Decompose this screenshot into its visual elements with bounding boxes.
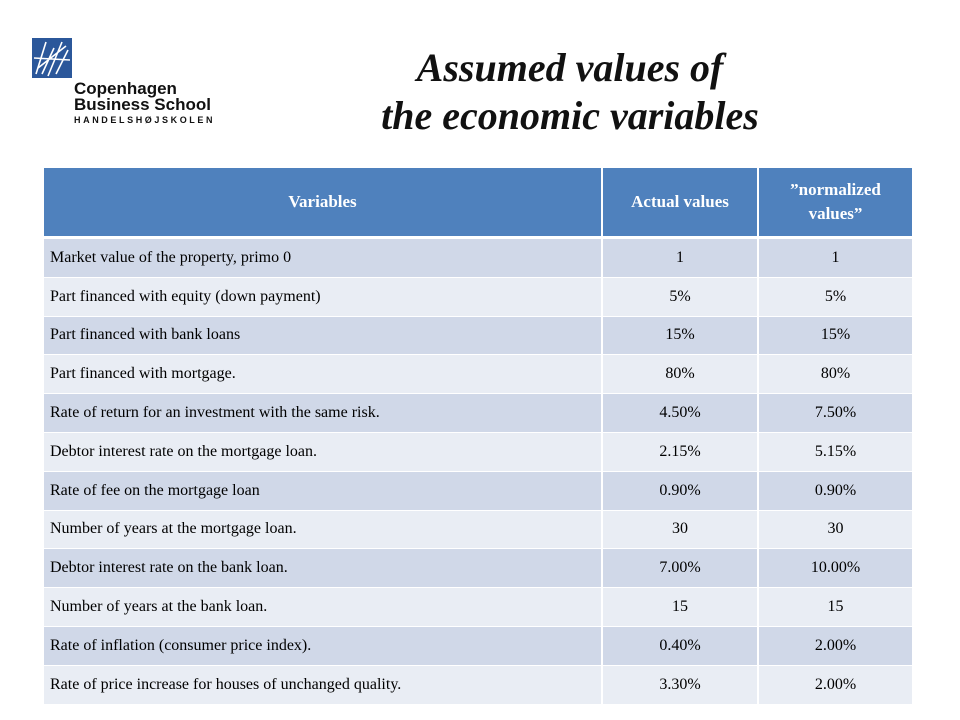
table-row <box>44 277 912 316</box>
cell-variable: Rate of inflation (consumer price index). <box>44 626 602 665</box>
table-row <box>44 316 912 355</box>
cell-variable: Rate of fee on the mortgage loan <box>44 471 602 510</box>
cell-variable: Number of years at the bank loan. <box>44 588 602 627</box>
cell-variable: Part financed with equity (down payment) <box>44 277 602 316</box>
cell-actual-value: 80% <box>602 355 758 394</box>
table-row <box>44 355 912 394</box>
cell-variable: Rate of price increase for houses of unchanged quality. <box>44 665 602 704</box>
cell-actual-value: 5% <box>602 277 758 316</box>
cell-actual-value: 0.40% <box>602 626 758 665</box>
slide-title <box>300 44 840 140</box>
slide-title-line-1: Assumed values of <box>416 45 724 90</box>
logo-text-business-school: Business School <box>74 95 211 114</box>
cell-actual-value: 1 <box>602 238 758 278</box>
cell-normalized-value: 10.00% <box>758 549 912 588</box>
cell-normalized-value: 30 <box>758 510 912 549</box>
column-header-variables: Variables <box>44 168 602 238</box>
table-header-row <box>44 168 912 238</box>
table-row <box>44 510 912 549</box>
table-row <box>44 238 912 278</box>
logo-text-handelshojskolen: HANDELSHØJSKOLEN <box>74 115 216 125</box>
table-row <box>44 432 912 471</box>
cell-actual-value: 15% <box>602 316 758 355</box>
cbs-logo <box>32 38 216 128</box>
column-header-normalized-values: ”normalized values” <box>758 168 912 238</box>
cell-actual-value: 7.00% <box>602 549 758 588</box>
cell-normalized-value: 5.15% <box>758 432 912 471</box>
cell-variable: Debtor interest rate on the bank loan. <box>44 549 602 588</box>
logo-text-copenhagen: Copenhagen <box>74 79 177 98</box>
table-body <box>44 238 912 705</box>
cell-normalized-value: 2.00% <box>758 665 912 704</box>
table-row <box>44 549 912 588</box>
cell-actual-value: 2.15% <box>602 432 758 471</box>
cell-variable: Rate of return for an investment with the same risk. <box>44 394 602 433</box>
table-row <box>44 626 912 665</box>
cell-normalized-value: 0.90% <box>758 471 912 510</box>
cell-variable: Part financed with bank loans <box>44 316 602 355</box>
cell-variable: Number of years at the mortgage loan. <box>44 510 602 549</box>
cell-normalized-value: 80% <box>758 355 912 394</box>
table-row <box>44 394 912 433</box>
cell-normalized-value: 1 <box>758 238 912 278</box>
cell-variable: Debtor interest rate on the mortgage loan. <box>44 432 602 471</box>
cell-normalized-value: 5% <box>758 277 912 316</box>
economic-variables-table <box>44 168 912 705</box>
cell-actual-value: 3.30% <box>602 665 758 704</box>
cell-variable: Part financed with mortgage. <box>44 355 602 394</box>
cbs-logo-mark-icon <box>32 38 72 78</box>
cell-actual-value: 4.50% <box>602 394 758 433</box>
cell-normalized-value: 2.00% <box>758 626 912 665</box>
table-row <box>44 588 912 627</box>
slide-title-line-2: the economic variables <box>381 93 759 138</box>
table-row <box>44 471 912 510</box>
cell-actual-value: 30 <box>602 510 758 549</box>
cell-actual-value: 15 <box>602 588 758 627</box>
cell-normalized-value: 15% <box>758 316 912 355</box>
table-row <box>44 665 912 704</box>
cell-normalized-value: 15 <box>758 588 912 627</box>
cell-actual-value: 0.90% <box>602 471 758 510</box>
column-header-actual-values: Actual values <box>602 168 758 238</box>
cell-variable: Market value of the property, primo 0 <box>44 238 602 278</box>
cell-normalized-value: 7.50% <box>758 394 912 433</box>
